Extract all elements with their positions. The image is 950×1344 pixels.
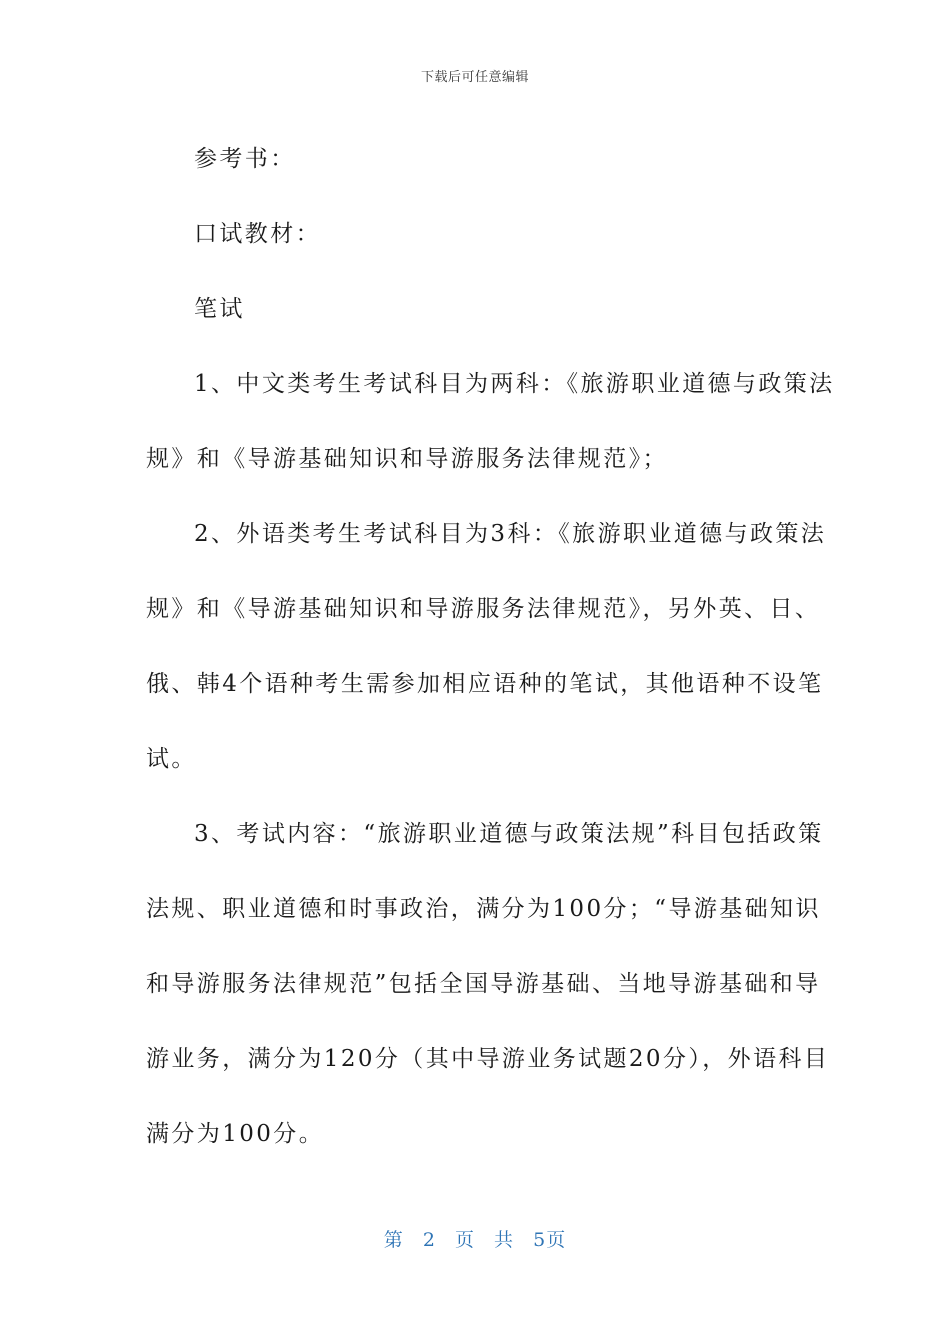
footer-current-page: 2 [422,1229,436,1251]
paragraph-line: 俄、韩4个语种考生需参加相应语种的笔试，其他语种不设笔 [146,671,824,697]
document-body [146,122,835,1172]
paragraph-line: 2、外语类考生考试科目为3科：《旅游职业道德与政策法 [194,521,827,547]
paragraph-line: 试。 [146,746,197,772]
footer-total-prefix: 共 [494,1229,515,1251]
paragraph-line: 规》和《导游基础知识和导游服务法律规范》，另外英、日、 [146,596,821,622]
page-footer [0,1225,950,1252]
paragraph-line: 口试教材： [194,221,321,247]
paragraph-line: 法规、职业道德和时事政治，满分为100分；“导游基础知识 [146,896,821,922]
page-header: 下载后可任意编辑 [420,70,529,85]
paragraph-line: 参考书： [194,146,296,172]
paragraph-line: 游业务，满分为120分（其中导游业务试题20分），外语科目 [146,1046,830,1072]
footer-page-word: 页 [454,1229,475,1251]
footer-total-pages: 5页 [533,1229,567,1251]
paragraph-line: 1、中文类考生考试科目为两科：《旅游职业道德与政策法 [194,371,835,397]
paragraph-line: 满分为100分。 [146,1121,325,1147]
footer-prefix: 第 [383,1229,404,1251]
paragraph-line: 和导游服务法律规范”包括全国导游基础、当地导游基础和导 [146,971,821,997]
paragraph-line: 3、考试内容：“旅游职业道德与政策法规”科目包括政策 [194,821,824,847]
paragraph-line: 规》和《导游基础知识和导游服务法律规范》； [146,446,668,472]
paragraph-line: 笔试 [194,296,245,322]
